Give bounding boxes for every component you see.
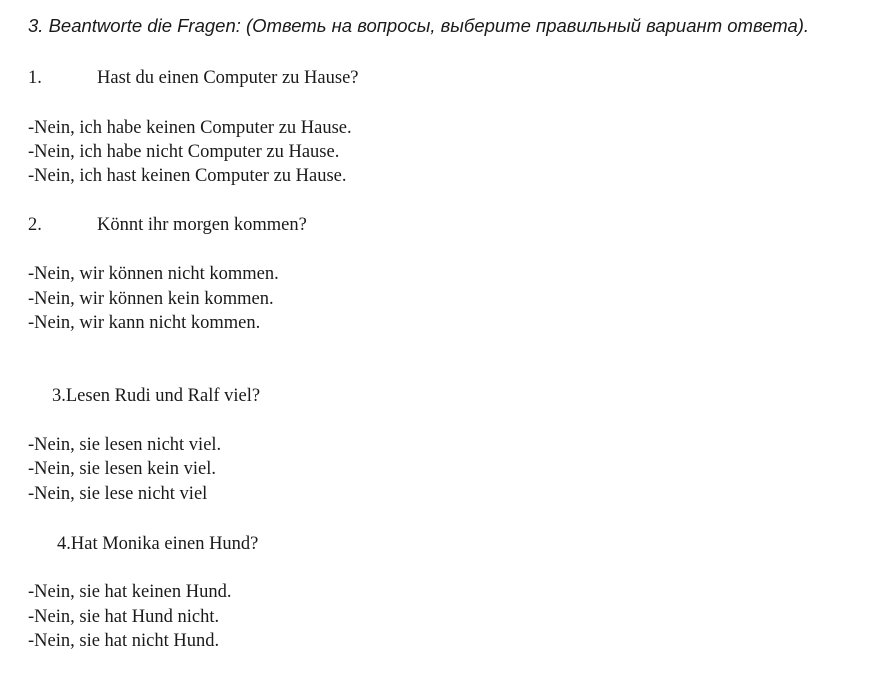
question-4-option-2: -Nein, sie hat Hund nicht. (28, 607, 220, 627)
question-1-text: Hast du einen Computer zu Hause? (97, 68, 359, 88)
question-1-option-2: -Nein, ich habe nicht Computer zu Hause. (28, 142, 340, 162)
instruction-heading: 3. Beantworte die Fragen: (Ответь на вопросы, выберите правильный вариант ответа). (28, 15, 810, 36)
question-4-option-3: -Nein, sie hat nicht Hund. (28, 631, 220, 651)
question-3-text: 3.Lesen Rudi und Ralf viel? (52, 386, 261, 406)
question-3-option-1: -Nein, sie lesen nicht viel. (28, 435, 222, 455)
question-2-text: Könnt ihr morgen kommen? (97, 215, 307, 235)
question-3-option-2: -Nein, sie lesen kein viel. (28, 459, 217, 479)
question-2-option-2: -Nein, wir können kein kommen. (28, 289, 274, 309)
question-2-option-1: -Nein, wir können nicht kommen. (28, 264, 279, 284)
question-2-number: 2. (28, 215, 42, 235)
question-1-option-3: -Nein, ich hast keinen Computer zu Hause. (28, 166, 347, 186)
question-1-number: 1. (28, 68, 42, 88)
question-1-option-1: -Nein, ich habe keinen Computer zu Hause. (28, 118, 352, 138)
question-4-text: 4.Hat Monika einen Hund? (57, 534, 259, 554)
question-3-option-3: -Nein, sie lese nicht viel (28, 484, 208, 504)
question-4-option-1: -Nein, sie hat keinen Hund. (28, 582, 232, 602)
question-2-option-3: -Nein, wir kann nicht kommen. (28, 313, 261, 333)
